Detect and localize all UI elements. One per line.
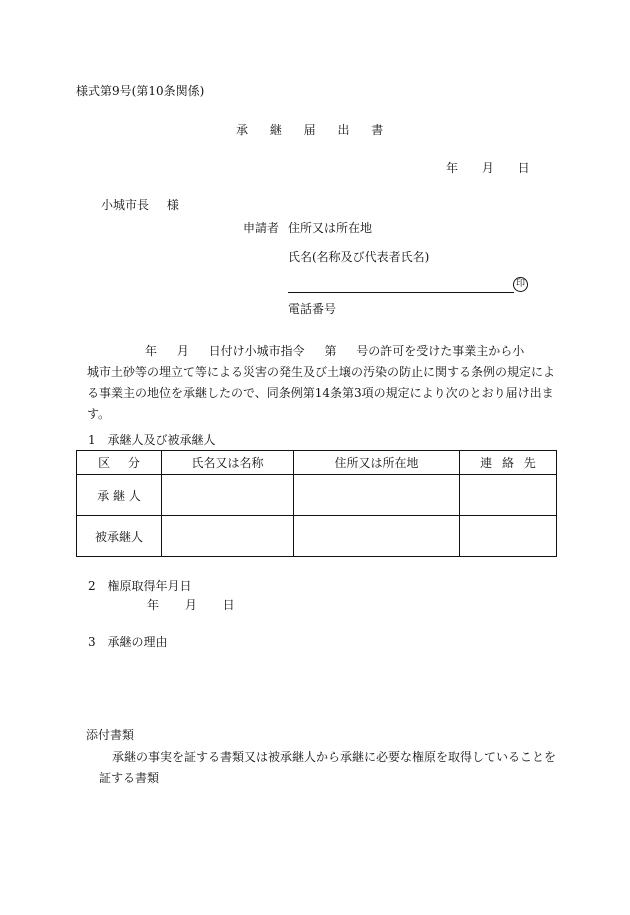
attachments-description	[86, 747, 556, 789]
successor-contact-cell[interactable]	[460, 475, 557, 516]
predecessor-address-cell[interactable]	[294, 516, 460, 557]
section-1-heading: 1 承継人及び被承継人	[88, 433, 216, 447]
date-line: 年 月 日	[446, 161, 530, 175]
column-header-contact: 連 絡 先	[460, 451, 557, 475]
body-line-3: る事業主の地位を承継したので、同条例第14条第3項の規定により次のとおり届け出ま	[87, 386, 554, 400]
successor-address-cell[interactable]	[294, 475, 460, 516]
applicant-address-label: 住所又は所在地	[288, 221, 373, 235]
addressee: 小城市長 様	[101, 198, 179, 212]
row-category-successor: 承 継 人	[77, 475, 162, 516]
form-number: 様式第9号(第10条関係)	[76, 84, 205, 98]
table-header-row	[77, 451, 557, 475]
predecessor-name-cell[interactable]	[162, 516, 294, 557]
section-3-heading: 3 承継の理由	[88, 635, 168, 649]
applicant-name-label: 氏名(名称及び代表者氏名)	[288, 250, 430, 264]
attachments-line-2: 証する書類	[99, 771, 160, 785]
predecessor-contact-cell[interactable]	[460, 516, 557, 557]
column-header-category: 区 分	[77, 451, 162, 475]
table-row	[77, 475, 557, 516]
document-title: 承 継 届 出 書	[236, 123, 384, 137]
column-header-name: 氏名又は名称	[162, 451, 294, 475]
acquisition-date: 年 月 日	[147, 598, 235, 612]
row-category-predecessor: 被承継人	[77, 516, 162, 557]
body-line-1: 年 月 日付け小城市指令 第 号の許可を受けた事業主から小	[145, 344, 525, 358]
body-paragraph	[87, 341, 557, 425]
successor-name-cell[interactable]	[162, 475, 294, 516]
applicant-phone-label: 電話番号	[288, 302, 337, 316]
column-header-address: 住所又は所在地	[294, 451, 460, 475]
heirs-table	[76, 450, 557, 557]
section-2-heading: 2 権原取得年月日	[88, 579, 192, 593]
attachments-line-1: 承継の事実を証する書類又は被承継人から承継に必要な権原を取得していることを	[112, 750, 557, 764]
signature-line	[288, 292, 514, 293]
body-line-4: す。	[87, 407, 111, 421]
attachments-heading: 添付書類	[86, 728, 135, 742]
table-row	[77, 516, 557, 557]
body-line-2: 城市土砂等の埋立て等による災害の発生及び土壌の汚染の防止に関する条例の規定によ	[87, 365, 556, 379]
seal-mark: 印	[513, 277, 528, 292]
applicant-label: 申請者	[243, 221, 280, 235]
